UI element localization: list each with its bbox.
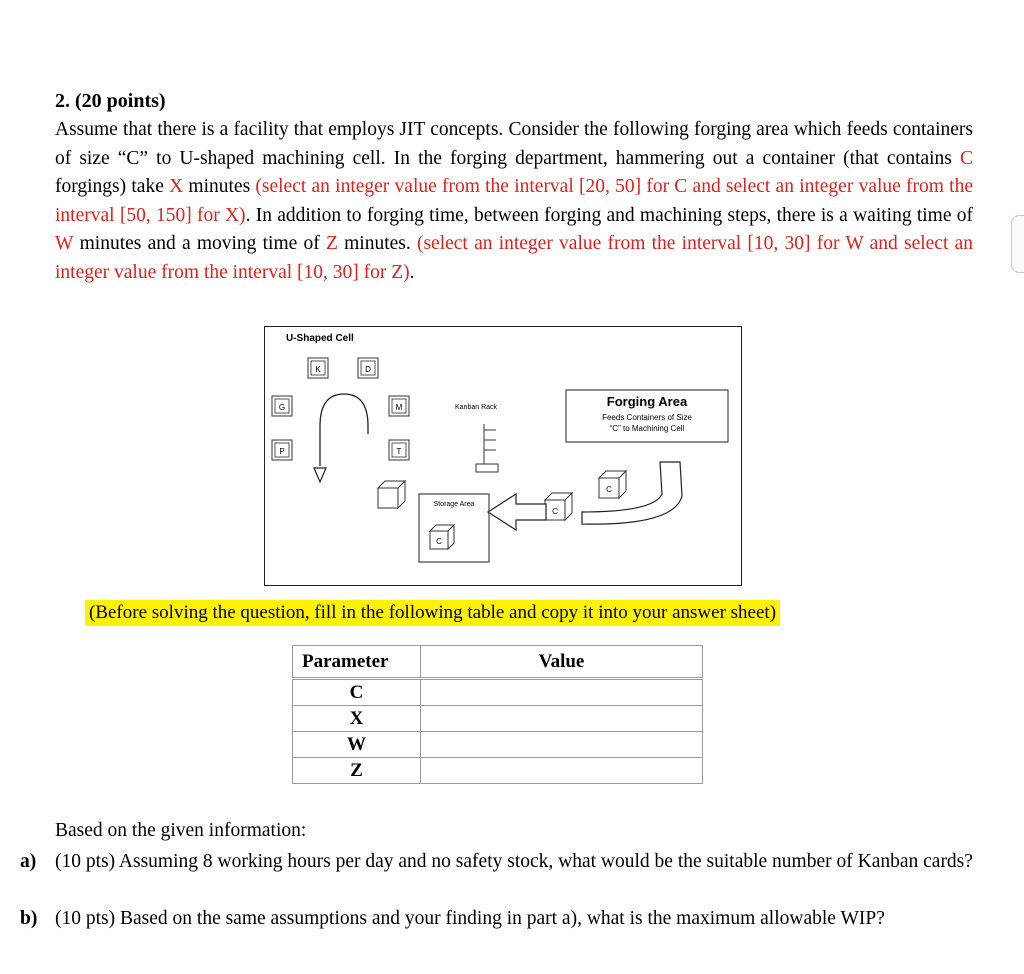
value-cell[interactable]: [421, 679, 703, 706]
param-cell: C: [293, 679, 421, 706]
value-cell[interactable]: [421, 732, 703, 758]
station-d: [358, 358, 378, 378]
station-m: [389, 396, 409, 416]
container-icon-transit: [545, 493, 572, 520]
header-value: Value: [421, 646, 703, 679]
text-segment: .: [409, 261, 415, 283]
station-k-label: K: [315, 365, 321, 374]
text-segment: minutes: [183, 176, 256, 198]
param-cell: Z: [293, 758, 421, 784]
part-a: [20, 848, 980, 877]
station-p: [272, 440, 292, 460]
param-cell: X: [293, 706, 421, 732]
table-row: [293, 706, 703, 732]
station-g: [272, 396, 292, 416]
text-segment: minutes and a moving time of: [73, 233, 326, 255]
variable-w: W: [55, 233, 74, 255]
storage-area: [419, 494, 489, 562]
part-b-text: (10 pts) Based on the same assumptions and your finding in part a), what is the maximum allowable WIP?: [55, 908, 885, 929]
part-b: [20, 905, 980, 934]
text-segment: minutes.: [337, 233, 417, 255]
value-cell[interactable]: [421, 706, 703, 732]
param-cell: W: [293, 732, 421, 758]
value-cell[interactable]: [421, 758, 703, 784]
cell-title: U-Shaped Cell: [286, 333, 354, 344]
variable-c: C: [959, 147, 973, 169]
interval-note-w-z: (select an integer value from the interval [10, 30] for W and select an integer value from the interval [10, 30] for Z): [55, 233, 973, 283]
container-c-label: C: [552, 507, 558, 516]
header-parameter: Parameter: [293, 646, 421, 679]
container-icon-cell: [378, 481, 405, 508]
station-m-label: M: [395, 403, 403, 412]
table-row: [293, 758, 703, 784]
part-a-text: (10 pts) Assuming 8 working hours per day and no safety stock, what would be the suitable number of Kanban cards?: [55, 851, 973, 872]
station-g-label: G: [278, 403, 286, 412]
forging-area-sub2: “C” to Machining Cell: [609, 424, 685, 433]
parts-intro: Based on the given information:: [55, 820, 307, 841]
parameter-table: [292, 645, 703, 784]
table-row: [293, 679, 703, 706]
interval-note-c-x: (select an integer value from the interval [20, 50] for C and select an integer value from the interval [50, 150] for X): [55, 176, 973, 226]
diagram-svg: [264, 326, 742, 586]
u-shaped-cell-diagram: [264, 326, 742, 586]
part-a-label: a): [20, 851, 37, 872]
container-c-label: C: [606, 485, 612, 494]
table-row: [293, 732, 703, 758]
storage-area-label: Storage Area: [433, 501, 475, 508]
text-segment: . In addition to forging time, between forging and machining steps, there is a waiting time of: [245, 204, 974, 226]
station-p-label: P: [279, 447, 285, 456]
part-b-label: b): [20, 908, 38, 929]
text-segment: Assume that there is a facility that employs JIT concepts. Consider the following forging area which feeds containers of size “C” to U-shaped machining cell. In the forging department, hammering out a container (that contains: [55, 119, 973, 169]
question-paragraph: [55, 116, 973, 288]
question-heading: 2. (20 points): [55, 90, 166, 112]
kanban-rack-label: Kanban Rack: [454, 404, 498, 411]
station-t-label: T: [396, 447, 402, 456]
variable-x: X: [169, 176, 184, 198]
variable-z: Z: [325, 233, 338, 255]
forging-area-title: Forging Area: [606, 394, 688, 409]
container-c-label: C: [436, 537, 442, 546]
container-icon-forging: [599, 471, 626, 498]
station-t: [389, 440, 409, 460]
scrollbar-handle[interactable]: [1011, 215, 1024, 273]
table-header-row: [293, 646, 703, 679]
diagram-frame: [265, 327, 742, 586]
station-k: [308, 358, 328, 378]
instruction-highlight: (Before solving the question, fill in the following table and copy it into your answer sheet): [85, 600, 780, 626]
forging-area-box: [566, 390, 728, 442]
text-segment: forgings) take: [55, 176, 170, 198]
forging-area-sub1: Feeds Containers of Size: [602, 413, 692, 422]
station-d-label: D: [365, 365, 371, 374]
